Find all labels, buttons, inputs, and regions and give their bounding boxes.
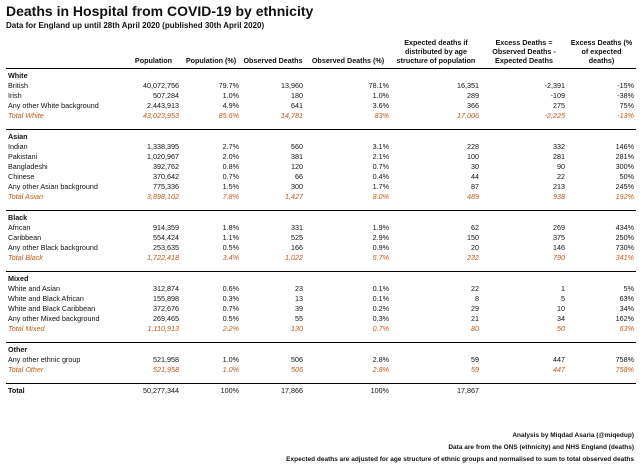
table-cell: 3,898,102 xyxy=(147,192,179,201)
header-cell: Population xyxy=(126,36,181,69)
table-cell: -2,225 xyxy=(544,111,565,120)
table-cell: 30 xyxy=(471,162,479,171)
table-cell: 13 xyxy=(295,294,303,303)
table-cell: 250% xyxy=(615,233,634,242)
table-cell: 506 xyxy=(291,355,303,364)
spacer-row xyxy=(6,375,636,384)
table-cell: Any other ethnic group xyxy=(8,355,81,364)
group-total-row xyxy=(6,192,636,202)
table-cell: 34 xyxy=(557,314,565,323)
table-cell: 8 xyxy=(475,294,479,303)
table-cell: 78.1% xyxy=(368,81,389,90)
table-cell: 521,958 xyxy=(153,355,179,364)
group-total-row xyxy=(6,111,636,121)
table-cell: 300% xyxy=(615,162,634,171)
table-cell: 2.0% xyxy=(222,152,239,161)
table-cell: 130 xyxy=(291,324,303,333)
table-cell: 525 xyxy=(291,233,303,242)
table-cell: 213 xyxy=(553,182,565,191)
page-title: Deaths in Hospital from COVID-19 by ethnicity xyxy=(6,3,314,19)
table-cell: 44 xyxy=(471,172,479,181)
table-cell: 312,874 xyxy=(153,284,179,293)
table-cell: 21 xyxy=(471,314,479,323)
table-cell: 16,351 xyxy=(457,81,479,90)
table-cell: 23 xyxy=(295,284,303,293)
table-cell: 1.7% xyxy=(372,182,389,191)
table-cell: 0.5% xyxy=(222,314,239,323)
table-cell: 758% xyxy=(615,365,634,374)
table-cell: 63% xyxy=(619,324,634,333)
table-cell: 1,020,967 xyxy=(147,152,179,161)
table-cell: Any other White background xyxy=(8,101,99,110)
table-cell: 192% xyxy=(615,192,634,201)
table-cell: White and Asian xyxy=(8,284,60,293)
group-total-row xyxy=(6,324,636,334)
table-row xyxy=(6,355,636,365)
table-cell: 7.8% xyxy=(222,192,239,201)
table-row xyxy=(6,304,636,314)
table-cell: 775,336 xyxy=(153,182,179,191)
table-body xyxy=(6,69,636,399)
table-cell: 55 xyxy=(295,314,303,323)
deaths-table xyxy=(6,36,636,398)
table-cell: 100% xyxy=(181,384,241,399)
table-cell: 447 xyxy=(553,355,565,364)
table-cell: 641 xyxy=(291,101,303,110)
table-cell: 100 xyxy=(467,152,479,161)
table-cell: 0.1% xyxy=(372,294,389,303)
table-cell: 0.5% xyxy=(222,243,239,252)
table-cell: Total White xyxy=(8,111,44,120)
table-cell: Any other Asian background xyxy=(8,182,98,191)
footer-credit: Analysis by Miqdad Asaria (@miqedup) xyxy=(512,432,634,439)
table-cell: 39 xyxy=(295,304,303,313)
table-cell: 4.9% xyxy=(222,101,239,110)
table-cell: 1,722,418 xyxy=(147,253,179,262)
table-cell: 3.6% xyxy=(372,101,389,110)
header-cell: Population (%) xyxy=(181,36,241,69)
table-cell: 1.0% xyxy=(222,355,239,364)
table-cell: 1.0% xyxy=(222,365,239,374)
table-cell: 332 xyxy=(553,142,565,151)
table-cell: 434% xyxy=(615,223,634,232)
table-cell: 730% xyxy=(615,243,634,252)
table-cell: Caribbean xyxy=(8,233,42,242)
table-cell: 506 xyxy=(291,365,303,374)
table-cell: Irish xyxy=(8,91,22,100)
table-row xyxy=(6,284,636,294)
table-cell: 2.1% xyxy=(372,152,389,161)
table-cell: 85.6% xyxy=(218,111,239,120)
table-cell: 50 xyxy=(557,324,565,333)
table-cell: 43,023,953 xyxy=(143,111,179,120)
table-cell: 2.8% xyxy=(372,355,389,364)
table-cell: 300 xyxy=(291,182,303,191)
table-cell xyxy=(567,384,636,399)
table-cell: 90 xyxy=(557,162,565,171)
table-cell: 50,277,344 xyxy=(126,384,181,399)
table-cell: 34% xyxy=(619,304,634,313)
table-cell: 232 xyxy=(467,253,479,262)
table-cell: -2,391 xyxy=(544,81,565,90)
table-cell: 1,427 xyxy=(285,192,303,201)
group-total-row xyxy=(6,253,636,263)
table-cell: 253,635 xyxy=(153,243,179,252)
table-row xyxy=(6,101,636,111)
table-cell: British xyxy=(8,81,28,90)
table-cell: 281 xyxy=(553,152,565,161)
table-cell: 489 xyxy=(467,192,479,201)
table-row xyxy=(6,233,636,243)
table-cell: 1,022 xyxy=(285,253,303,262)
table-cell: 1.5% xyxy=(222,182,239,191)
table-cell: 375 xyxy=(553,233,565,242)
table-row xyxy=(6,142,636,152)
table-cell: 22 xyxy=(557,172,565,181)
table-cell: 0.7% xyxy=(372,324,389,333)
header-cell: Observed Deaths (%) xyxy=(305,36,391,69)
table-cell: 10 xyxy=(557,304,565,313)
table-cell: 0.6% xyxy=(222,284,239,293)
table-cell: 5.7% xyxy=(372,253,389,262)
table-cell: 1.0% xyxy=(372,91,389,100)
table-cell: 914,359 xyxy=(153,223,179,232)
table-cell: 79.7% xyxy=(218,81,239,90)
table-cell: 521,958 xyxy=(153,365,179,374)
table-cell: 1.8% xyxy=(222,223,239,232)
table-cell: 162% xyxy=(615,314,634,323)
group-label: Other xyxy=(6,343,636,356)
table-row xyxy=(6,162,636,172)
table-cell: 2.9% xyxy=(372,233,389,242)
table-cell: Total Mixed xyxy=(8,324,45,333)
table-cell: 166 xyxy=(291,243,303,252)
group-header-row xyxy=(6,69,636,82)
table-cell: Any other Mixed background xyxy=(8,314,100,323)
table-row xyxy=(6,172,636,182)
table-row xyxy=(6,223,636,233)
table-cell: 245% xyxy=(615,182,634,191)
table-cell: Total Black xyxy=(8,253,43,262)
table-row xyxy=(6,182,636,192)
table-cell: 59 xyxy=(471,365,479,374)
table-cell: -109 xyxy=(550,91,565,100)
table-cell: White and Black Caribbean xyxy=(8,304,96,313)
spacer-row xyxy=(6,263,636,272)
spacer-row xyxy=(6,334,636,343)
table-cell: 1.0% xyxy=(222,91,239,100)
group-label: Asian xyxy=(6,130,636,143)
group-label: Black xyxy=(6,211,636,224)
table-cell: 87 xyxy=(471,182,479,191)
table-cell: 63% xyxy=(619,294,634,303)
group-header-row xyxy=(6,272,636,285)
header-cell: Expected deaths if distributed by age structure of population xyxy=(391,36,481,69)
table-cell: 392,762 xyxy=(153,162,179,171)
table-cell: Total Asian xyxy=(8,192,44,201)
table-row xyxy=(6,152,636,162)
table-cell: 1 xyxy=(561,284,565,293)
table-cell: 1,110,913 xyxy=(147,324,179,333)
table-cell: 447 xyxy=(553,365,565,374)
table-cell: 20 xyxy=(471,243,479,252)
table-cell: 5% xyxy=(623,284,634,293)
table-cell: 150 xyxy=(467,233,479,242)
table-cell: 0.3% xyxy=(222,294,239,303)
group-label: White xyxy=(6,69,636,82)
table-cell: 341% xyxy=(615,253,634,262)
table-cell: 155,898 xyxy=(153,294,179,303)
table-cell: Chinese xyxy=(8,172,35,181)
table-cell: 14,781 xyxy=(281,111,303,120)
table-cell: 507,284 xyxy=(153,91,179,100)
table-cell: 2.2% xyxy=(222,324,239,333)
table-cell: 758% xyxy=(615,355,634,364)
table-cell: 17,867 xyxy=(391,384,481,399)
group-header-row xyxy=(6,130,636,143)
grand-total-row xyxy=(6,384,636,399)
table-cell: 3.4% xyxy=(222,253,239,262)
table-cell: 370,642 xyxy=(153,172,179,181)
table-cell: 1,338,395 xyxy=(147,142,179,151)
table-cell: 13,960 xyxy=(281,81,303,90)
group-header-row xyxy=(6,211,636,224)
table-cell: 372,676 xyxy=(153,304,179,313)
table-cell: 331 xyxy=(291,223,303,232)
group-header-row xyxy=(6,343,636,356)
table-cell: 59 xyxy=(471,355,479,364)
table-cell: 3.1% xyxy=(372,142,389,151)
table-cell: Pakistani xyxy=(8,152,38,161)
table-cell: Any other Black background xyxy=(8,243,98,252)
table-row xyxy=(6,243,636,253)
table-row xyxy=(6,314,636,324)
table-cell: 120 xyxy=(291,162,303,171)
table-cell xyxy=(481,384,567,399)
table-cell: 0.7% xyxy=(222,172,239,181)
table-cell: 146 xyxy=(553,243,565,252)
table-cell: 366 xyxy=(467,101,479,110)
table-cell: 66 xyxy=(295,172,303,181)
table-cell: 75% xyxy=(619,101,634,110)
table-cell: African xyxy=(8,223,31,232)
table-cell: 2.8% xyxy=(372,365,389,374)
table-cell: 0.2% xyxy=(372,304,389,313)
table-cell: 40,072,756 xyxy=(143,81,179,90)
table-cell: 0.3% xyxy=(372,314,389,323)
table-cell: 8.0% xyxy=(372,192,389,201)
table-cell: -15% xyxy=(617,81,634,90)
table-cell: 2,443,913 xyxy=(147,101,179,110)
table-cell: -13% xyxy=(617,111,634,120)
footer-note: Expected deaths are adjusted for age structure of ethnic groups and normalised to sum to total observed deaths xyxy=(286,456,634,463)
table-cell: 100% xyxy=(305,384,391,399)
table-cell: 62 xyxy=(471,223,479,232)
header-cell: Excess Deaths (% of expected deaths) xyxy=(567,36,636,69)
table-cell: Bangladeshi xyxy=(8,162,48,171)
table-cell: Total Other xyxy=(8,365,44,374)
table-cell: 1.9% xyxy=(372,223,389,232)
table-row xyxy=(6,81,636,91)
footer-source: Data are from the ONS (ethnicity) and NHS England (deaths) xyxy=(448,444,634,451)
table-cell: 146% xyxy=(615,142,634,151)
table-cell: 938 xyxy=(553,192,565,201)
group-label: Mixed xyxy=(6,272,636,285)
table-cell: Total xyxy=(6,384,126,399)
table-cell: 180 xyxy=(291,91,303,100)
table-cell: 269,465 xyxy=(153,314,179,323)
page-subtitle: Data for England up until 28th April 2020 (published 30th April 2020) xyxy=(6,21,265,30)
table-cell: 17,006 xyxy=(457,111,479,120)
table-cell: 281% xyxy=(615,152,634,161)
table-row xyxy=(6,294,636,304)
header-cell xyxy=(6,36,126,69)
table-cell: Indian xyxy=(8,142,28,151)
table-cell: 0.1% xyxy=(372,284,389,293)
table-cell: 22 xyxy=(471,284,479,293)
table-cell: 269 xyxy=(553,223,565,232)
table-row xyxy=(6,91,636,101)
table-cell: 381 xyxy=(291,152,303,161)
table-cell: -38% xyxy=(617,91,634,100)
table-cell: 554,424 xyxy=(153,233,179,242)
header-cell: Observed Deaths xyxy=(241,36,305,69)
table-cell: 790 xyxy=(553,253,565,262)
table-cell: White and Black African xyxy=(8,294,84,303)
table-cell: 83% xyxy=(374,111,389,120)
table-cell: 0.4% xyxy=(372,172,389,181)
table-cell: 228 xyxy=(467,142,479,151)
table-cell: 29 xyxy=(471,304,479,313)
table-cell: 560 xyxy=(291,142,303,151)
header-row xyxy=(6,36,636,69)
spacer-row xyxy=(6,121,636,130)
table-cell: 0.7% xyxy=(222,304,239,313)
table-cell: 0.7% xyxy=(372,162,389,171)
table-cell: 0.9% xyxy=(372,243,389,252)
table-cell: 2.7% xyxy=(222,142,239,151)
table-cell: 275 xyxy=(553,101,565,110)
table-cell: 50% xyxy=(619,172,634,181)
table-cell: 289 xyxy=(467,91,479,100)
header-cell: Excess Deaths = Observed Deaths - Expected Deaths xyxy=(481,36,567,69)
table-cell: 0.8% xyxy=(222,162,239,171)
table-cell: 1.1% xyxy=(222,233,239,242)
group-total-row xyxy=(6,365,636,375)
table-cell: 5 xyxy=(561,294,565,303)
spacer-row xyxy=(6,202,636,211)
table-cell: 80 xyxy=(471,324,479,333)
table-cell: 17,866 xyxy=(241,384,305,399)
